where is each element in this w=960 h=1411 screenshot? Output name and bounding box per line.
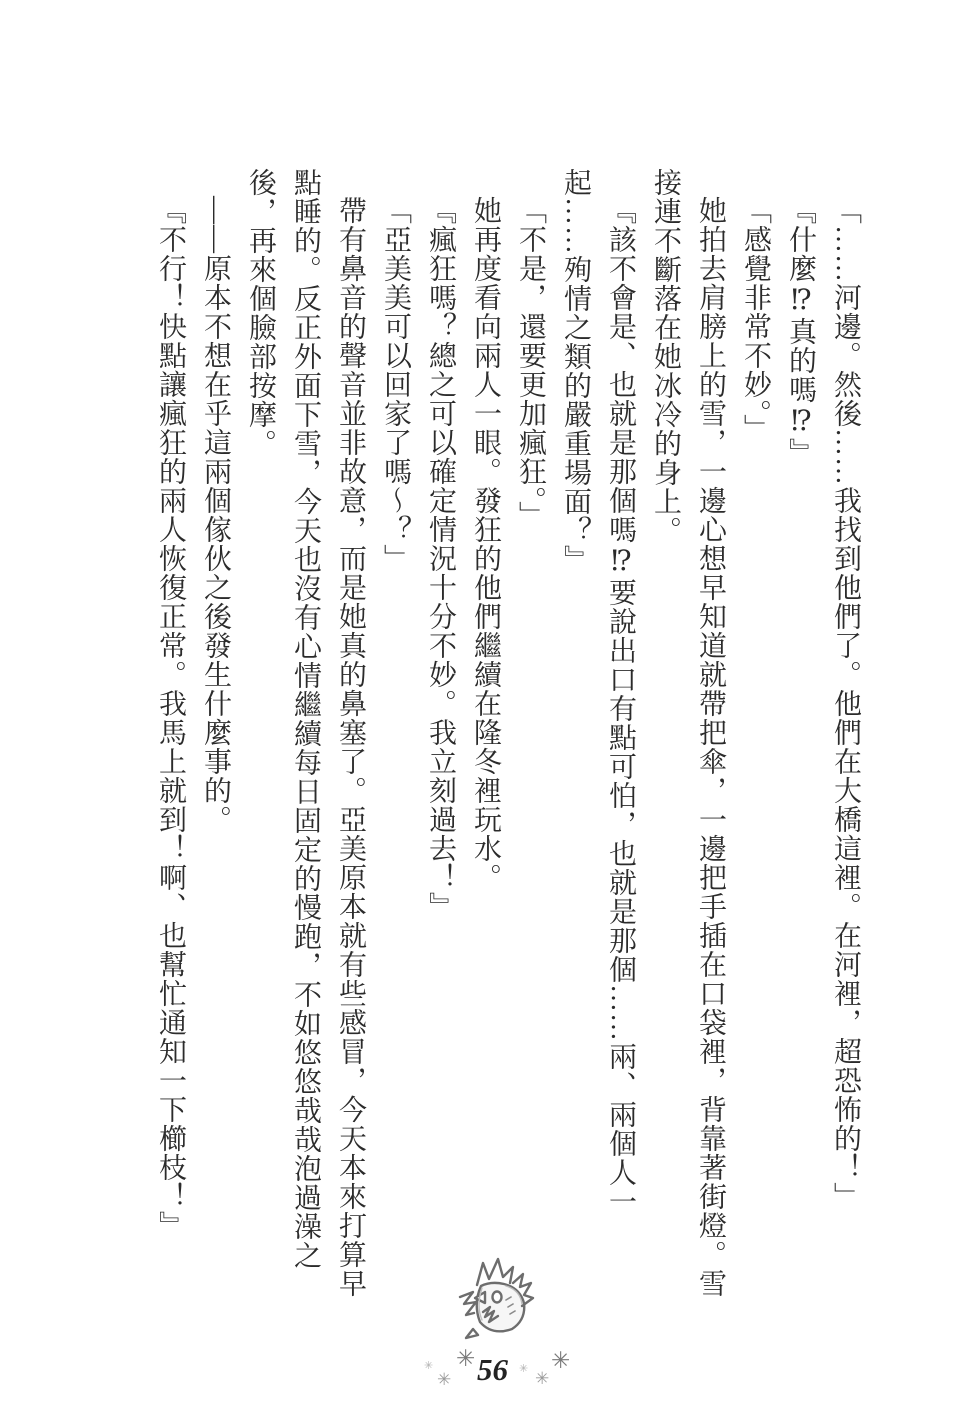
novel-paragraph: 「不是，還要更加瘋狂。」	[515, 196, 546, 530]
novel-text-block	[144, 168, 868, 1299]
snowflake-icon: ✳	[551, 1348, 571, 1374]
novel-paragraph: 「亞美美可以回家了嗎～？」	[380, 196, 411, 573]
novel-paragraph: 『瘋狂嗎？總之可以確定情況十分不妙。我立刻過去！』	[425, 196, 456, 921]
novel-paragraph: ——原本不想在乎這兩個傢伙之後發生什麼事的。	[200, 196, 231, 834]
novel-paragraph: 『什麼⁉真的嗎⁉』	[785, 196, 816, 467]
snowflake-icon: ✳	[519, 1362, 529, 1375]
novel-paragraph: 「感覺非常不妙。」	[740, 196, 771, 443]
novel-paragraph: 帶有鼻音的聲音並非故意，而是她真的鼻塞了。亞美原本就有些感冒，今天本來打算早點睡的。反正外面下雪，今天也沒有心情繼續每日固定的慢跑，不如悠悠哉哉泡過澡之後，再來個臉部按摩。	[245, 168, 366, 1298]
mascot-bird-illustration	[446, 1256, 542, 1348]
snowflake-icon: ✳	[437, 1370, 452, 1390]
snowflake-icon: ✳	[535, 1369, 550, 1389]
snowflake-icon: ✳	[424, 1359, 434, 1372]
novel-paragraph: 『該不會是、也就是那個嗎⁉要說出口有點可怕，也就是那個……兩、兩個人一起……殉情之類的嚴重場面？』	[560, 168, 636, 1216]
snowflake-icon: ✳	[456, 1346, 476, 1372]
novel-paragraph: 『不行！快點讓瘋狂的兩人恢復正常。我馬上就到！啊、也幫忙通知一下櫛枝！』	[155, 196, 186, 1240]
page-number: 56	[477, 1352, 508, 1387]
novel-paragraph: 她拍去肩膀上的雪，一邊心想早知道就帶把傘，一邊把手插在口袋裡，背靠著街燈。雪接連不斷落在她冰冷的身上。	[650, 168, 726, 1298]
novel-paragraph: 她再度看向兩人一眼。發狂的他們繼續在隆冬裡玩水。	[470, 196, 501, 892]
novel-paragraph: 「……河邊。然後……我找到他們了。他們在大橋這裡。在河裡，超恐怖的！」	[830, 196, 861, 1211]
